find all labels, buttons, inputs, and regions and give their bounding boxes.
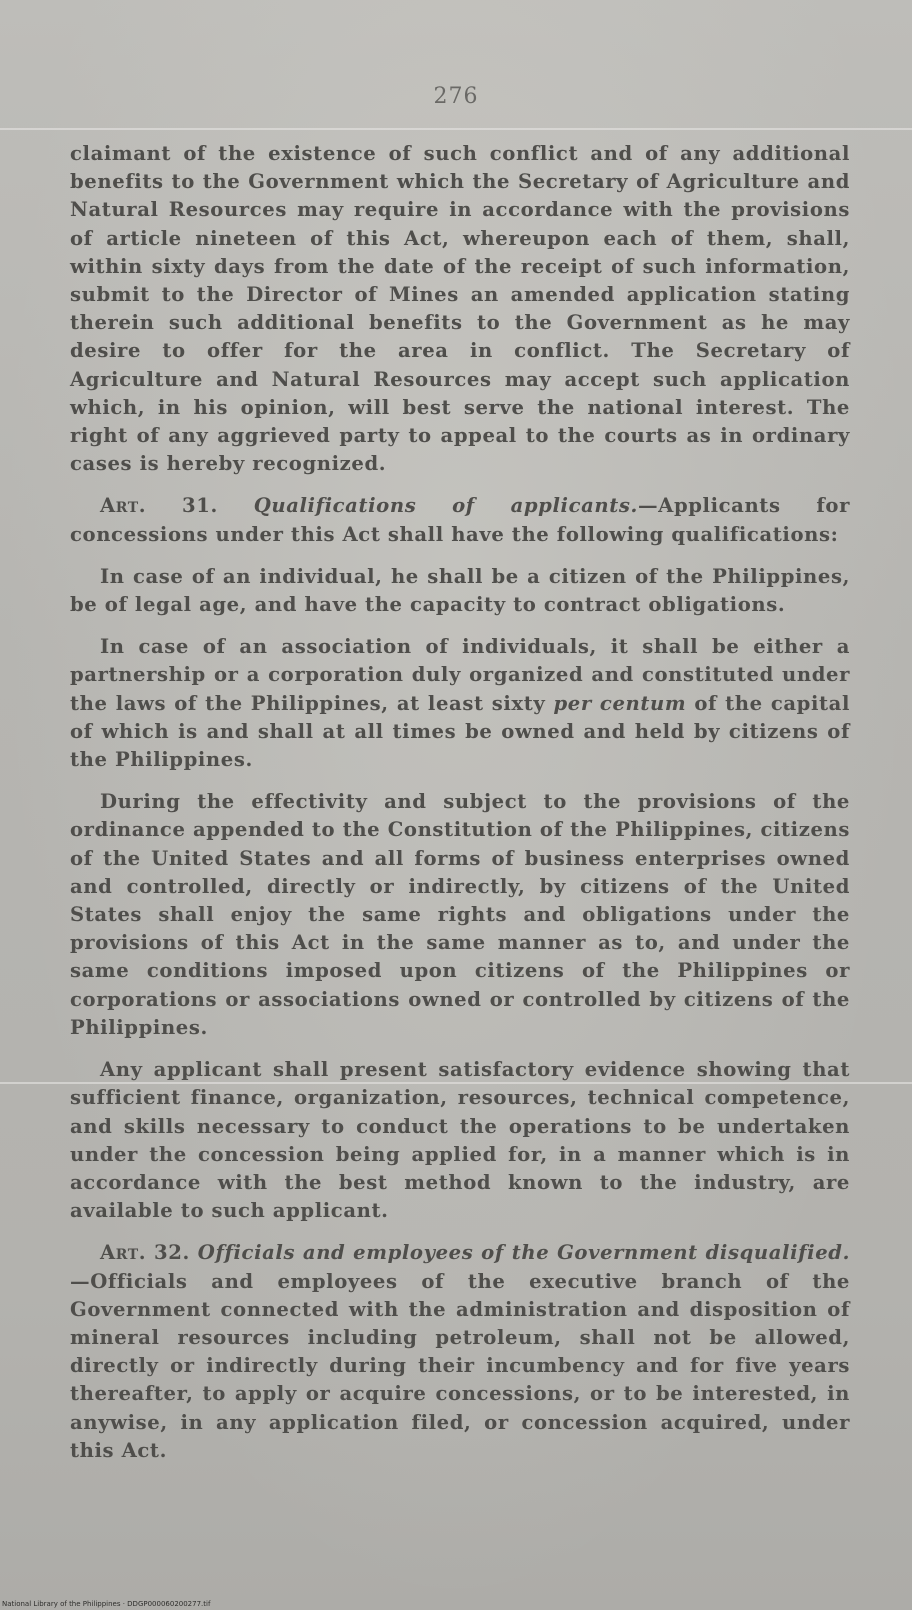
- scan-credit-footer: National Library of the Philippines · DDGP000060200277.tif: [2, 1600, 211, 1608]
- association-text-b: of the capital of which is and shall at all times be owned and held by citizens of the Philippines.: [70, 691, 851, 772]
- article-32-label: Art. 32.: [100, 1241, 190, 1265]
- article-32-text: —Officials and employees of the executive branch of the Government connected with the administration and disposition of mineral resources including petroleum, shall not be allowed, directly or indirectly during their incumbency and for five years thereafter, to apply or acquire concessions, or to be interested, in anywise, in any application filed, or concession acquired, under this Act.: [70, 1269, 850, 1462]
- paragraph-united-states: During the effectivity and subject to the provisions of the ordinance appended to the Constitution of the Philippines, citizens of the United States and all forms of business enterprises owned and controlled, directly or indirectly, by citizens of the United States shall enjoy the same rights and obligations under the provisions of this Act in the same manner as to, and under the same conditions imposed upon citizens of the Philippines or corporations or associations owned or controlled by citizens of the Philippines.: [70, 790, 850, 1039]
- association-text-a: In case of an association of individuals, it shall be either a partnership or a corporation duly organized and constituted under the laws of the Philippines, at least sixty: [70, 635, 850, 715]
- article-31-title: Qualifications of applicants.: [253, 494, 638, 518]
- article-32-title: Officials and employees of the Government disqualified.: [197, 1241, 850, 1265]
- paragraph-evidence: Any applicant shall present satisfactory evidence showing that sufficient finance, organization, resources, technical competence, and skills necessary to conduct the operations to be undertaken under the concession being applied for, in a manner which is in accordance with the best method known to the industry, are available to such applicant.: [70, 1058, 850, 1223]
- scan-crease-top: [0, 128, 912, 130]
- paragraph-individual: In case of an individual, he shall be a citizen of the Philippines, be of legal age, and have the capacity to contract obligations.: [70, 564, 850, 617]
- paragraph-article-31: [70, 492, 850, 548]
- paragraph-conflict-claimant: claimant of the existence of such conflict and of any additional benefits to the Government which the Secretary of Agriculture and Natural Resources may require in accordance with the provisions of article nineteen of this Act, whereupon each of them, shall, within sixty days from the date of the receipt of such information, submit to the Director of Mines an amended application stating therein such additional benefits to the Government as he may desire to offer for the area in conflict. The Secretary of Agriculture and Natural Resources may accept such application which, in his opinion, will best serve the national interest. The right of any aggrieved party to appeal to the courts as in ordinary cases is hereby recognized.: [70, 142, 850, 476]
- article-31-text: —Applicants for concessions under this Act shall have the following qualifications:: [70, 494, 850, 546]
- article-31-label: Art. 31.: [100, 494, 218, 518]
- paragraph-article-32: [70, 1239, 850, 1465]
- association-italic: per centum: [553, 691, 687, 715]
- body-text: [70, 140, 850, 1479]
- paragraph-association: [70, 633, 850, 774]
- page-number: 276: [433, 84, 479, 109]
